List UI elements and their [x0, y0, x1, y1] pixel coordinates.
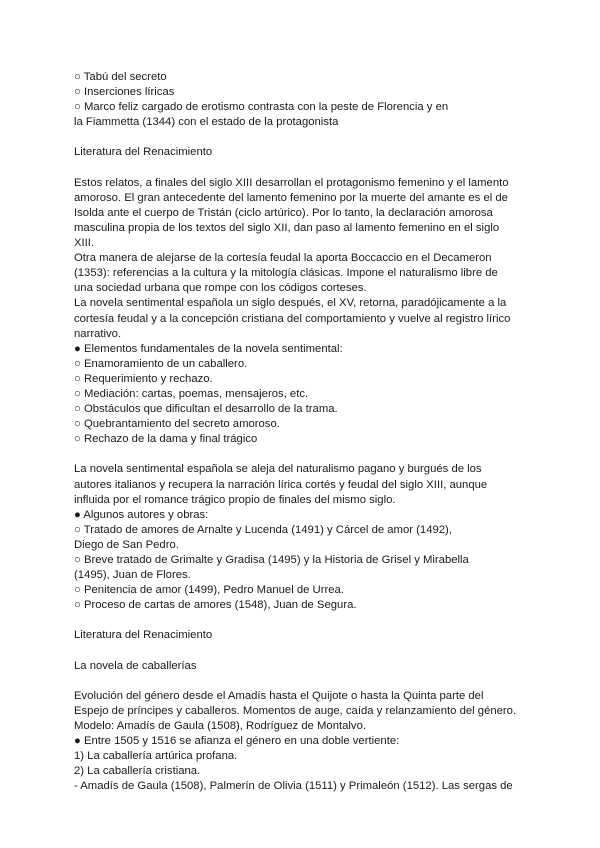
- text-line: Estos relatos, a finales del siglo XIII desarrollan el protagonismo femenino y el lamento: [74, 176, 509, 189]
- text-line: influida por el romance trágico propio de finales del mismo siglo.: [74, 493, 396, 506]
- text-line: XIII.: [74, 237, 95, 250]
- paragraph: [74, 462, 534, 613]
- paragraph: [74, 689, 534, 795]
- paragraph: [74, 70, 534, 130]
- text-line: La novela sentimental española se aleja del naturalismo pagano y burgués de los: [74, 463, 482, 476]
- text-line: ● Algunos autores y obras:: [74, 508, 209, 521]
- document-body: [74, 70, 534, 795]
- paragraph-gap: [74, 161, 534, 176]
- paragraph: [74, 145, 534, 160]
- text-line: Otra manera de alejarse de la cortesía feudal la aporta Boccaccio en el Decameron: [74, 252, 492, 265]
- text-line: La novela sentimental española un siglo después, el XV, retorna, paradójicamente a la: [74, 297, 507, 310]
- paragraph-gap: [74, 644, 534, 659]
- text-line: Modelo: Amadís de Gaula (1508), Rodríguez de Montalvo.: [74, 720, 367, 733]
- paragraph: [74, 176, 534, 448]
- text-line: ● Entre 1505 y 1516 se afianza el género en una doble vertiente:: [74, 735, 400, 748]
- text-line: ○ Tratado de amores de Arnalte y Lucenda (1491) y Cárcel de amor (1492),: [74, 523, 452, 536]
- text-line: autores italianos y recupera la narración lírica cortés y feudal del siglo XIII, aunque: [74, 478, 488, 491]
- text-line: - Amadís de Gaula (1508), Palmerín de Olivia (1511) y Primaleón (1512). Las sergas de: [74, 780, 513, 793]
- text-line: ○ Requerimiento y rechazo.: [74, 372, 213, 385]
- text-line: masculina propia de los textos del siglo XII, dan paso al lamento femenino en el siglo: [74, 221, 500, 234]
- text-line: (1353): referencias a la cultura y la mitología clásicas. Impone el naturalismo libre de: [74, 267, 498, 280]
- text-line: La novela de caballerías: [74, 659, 197, 672]
- text-line: ○ Mediación: cartas, poemas, mensajeros, etc.: [74, 387, 309, 400]
- text-line: la Fiammetta (1344) con el estado de la protagonista: [74, 116, 339, 129]
- text-line: una sociedad urbana que rompe con los códigos corteses.: [74, 282, 367, 295]
- paragraph: [74, 659, 534, 674]
- text-line: ○ Breve tratado de Grimalte y Gradisa (1495) y la Historia de Grisel y Mirabella: [74, 554, 469, 566]
- text-line: narrativo.: [74, 327, 122, 340]
- text-line: ○ Quebrantamiento del secreto amoroso.: [74, 418, 280, 431]
- paragraph: [74, 628, 534, 643]
- text-line: cortesía feudal y a la concepción cristiana del comportamiento y vuelve al registro lírico: [74, 312, 511, 325]
- paragraph-gap: [74, 130, 534, 145]
- text-line: Espejo de príncipes y caballeros. Momentos de auge, caída y relanzamiento del género.: [74, 704, 517, 717]
- text-line: Diego de San Pedro.: [74, 538, 179, 551]
- text-line: ○ Obstáculos que dificultan el desarrollo de la trama.: [74, 403, 338, 416]
- paragraph-gap: [74, 613, 534, 628]
- text-line: ● Elementos fundamentales de la novela sentimental:: [74, 342, 343, 355]
- text-line: (1495), Juan de Flores.: [74, 569, 191, 582]
- text-line: Evolución del género desde el Amadís hasta el Quijote o hasta la Quinta parte del: [74, 689, 484, 702]
- text-line: amoroso. El gran antecedente del lamento femenino por la muerte del amante es el de: [74, 191, 508, 204]
- text-line: Literatura del Renacimiento: [74, 146, 213, 159]
- text-line: ○ Enamoramiento de un caballero.: [74, 357, 248, 370]
- text-line: 2) La caballería cristiana.: [74, 765, 201, 778]
- paragraph-gap: [74, 447, 534, 462]
- text-line: Isolda ante el cuerpo de Tristán (ciclo artúrico). Por lo tanto, la declaración amorosa: [74, 206, 493, 219]
- text-line: ○ Proceso de cartas de amores (1548), Juan de Segura.: [74, 599, 357, 612]
- text-line: ○ Tabú del secreto: [74, 71, 167, 83]
- text-line: ○ Rechazo de la dama y final trágico: [74, 433, 258, 446]
- text-line: Literatura del Renacimiento: [74, 629, 213, 642]
- paragraph-gap: [74, 674, 534, 689]
- text-line: 1) La caballería artúrica profana.: [74, 750, 238, 763]
- text-line: ○ Inserciones líricas: [74, 86, 175, 99]
- text-line: ○ Penitencia de amor (1499), Pedro Manuel de Urrea.: [74, 584, 344, 597]
- text-line: ○ Marco feliz cargado de erotismo contrasta con la peste de Florencia y en: [74, 101, 449, 114]
